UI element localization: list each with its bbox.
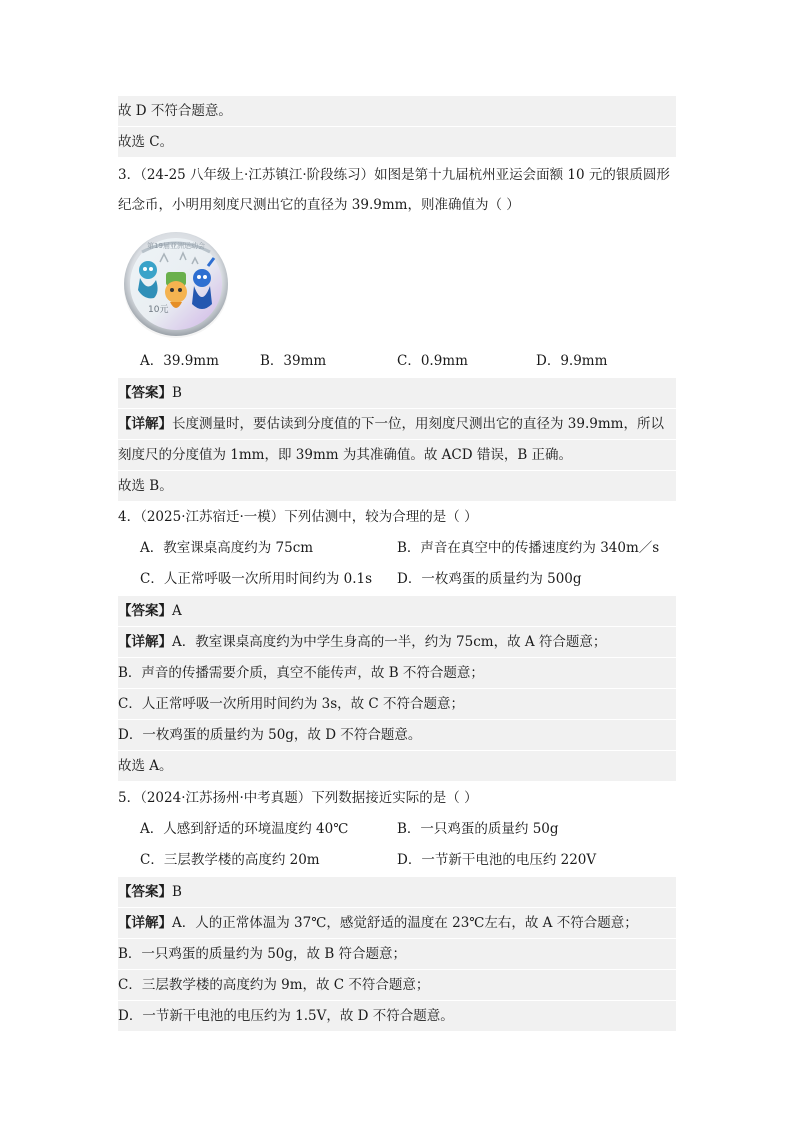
- detail-tag: 【详解】: [118, 416, 172, 432]
- q3-detail: [118, 409, 676, 439]
- answer-value: A: [172, 603, 182, 619]
- text-line: 故选 B。: [118, 471, 676, 501]
- detail-text: A．人的正常体温为 37℃，感觉舒适的温度在 23℃左右，故 A 不符合题意；: [172, 915, 638, 931]
- text-line: 故选 A。: [118, 751, 676, 781]
- text-line: B．声音的传播需要介质，真空不能传声，故 B 不符合题意；: [118, 658, 676, 688]
- q3-option-d: D．9.9mm: [536, 353, 608, 369]
- text-line: D．一枚鸡蛋的质量约为 50g，故 D 不符合题意。: [118, 720, 676, 750]
- detail-text: A．教室课桌高度约为中学生身高的一半，约为 75cm，故 A 符合题意；: [172, 634, 607, 650]
- detail-tag: 【详解】: [118, 915, 172, 931]
- q4-detail: [118, 627, 676, 657]
- text-line: D．一节新干电池的电压约为 1.5V，故 D 不符合题意。: [118, 1001, 676, 1031]
- q3-option-b: B．39mm: [260, 353, 327, 369]
- q3-option-c: C．0.9mm: [397, 353, 468, 369]
- q5-option-a: A．人感到舒适的环境温度约 40℃: [140, 821, 349, 837]
- q5-answer: [118, 877, 676, 907]
- q4-option-d: D．一枚鸡蛋的质量约为 500g: [397, 571, 582, 587]
- q5-option-c: C．三层教学楼的高度约 20m: [140, 852, 320, 868]
- text-line: C．人正常呼吸一次所用时间约为 3s，故 C 不符合题意；: [118, 689, 676, 719]
- answer-tag: 【答案】: [118, 385, 172, 401]
- q4-option-c: C．人正常呼吸一次所用时间约为 0.1s: [140, 571, 373, 587]
- commemorative-coin-image: [120, 222, 232, 340]
- detail-tag: 【详解】: [118, 634, 172, 650]
- text-line: 刻度尺的分度值为 1mm，即 39mm 为其准确值。故 ACD 错误，B 正确。: [118, 440, 676, 470]
- text-line: B．一只鸡蛋的质量约为 50g，故 B 符合题意；: [118, 939, 676, 969]
- q4-option-a: A．教室课桌高度约为 75cm: [140, 540, 314, 556]
- answer-value: B: [172, 385, 182, 401]
- detail-text: 长度测量时，要估读到分度值的下一位，用刻度尺测出它的直径为 39.9mm，所以: [172, 416, 664, 432]
- question-4-stem: 4．（2025·江苏宿迁·一模）下列估测中，较为合理的是（ ）: [118, 509, 478, 525]
- text-line: 故 D 不符合题意。: [118, 96, 676, 126]
- q4-answer: [118, 596, 676, 626]
- q5-detail: [118, 908, 676, 938]
- answer-tag: 【答案】: [118, 884, 172, 900]
- question-5-stem: 5．（2024·江苏扬州·中考真题）下列数据接近实际的是（ ）: [118, 790, 478, 806]
- q3-answer: [118, 378, 676, 408]
- text-line: C．三层教学楼的高度约为 9m，故 C 不符合题意；: [118, 970, 676, 1000]
- answer-value: B: [172, 884, 182, 900]
- text-line: 故选 C。: [118, 127, 676, 157]
- q5-option-d: D．一节新干电池的电压约 220V: [397, 852, 597, 868]
- answer-tag: 【答案】: [118, 603, 172, 619]
- q4-option-b: B．声音在真空中的传播速度约为 340m／s: [397, 540, 660, 556]
- question-3-stem: 3．（24-25 八年级上·江苏镇江·阶段练习）如图是第十九届杭州亚运会面额 10 元的银质圆形: [118, 167, 670, 183]
- q3-option-a: A．39.9mm: [140, 353, 219, 369]
- coin-value-text: 10元: [148, 305, 169, 315]
- q5-option-b: B．一只鸡蛋的质量约 50g: [397, 821, 559, 837]
- question-3-stem: 纪念币，小明用刻度尺测出它的直径为 39.9mm，则准确值为（ ）: [118, 197, 520, 213]
- coin-top-text: 第19届亚洲运动会: [147, 242, 205, 250]
